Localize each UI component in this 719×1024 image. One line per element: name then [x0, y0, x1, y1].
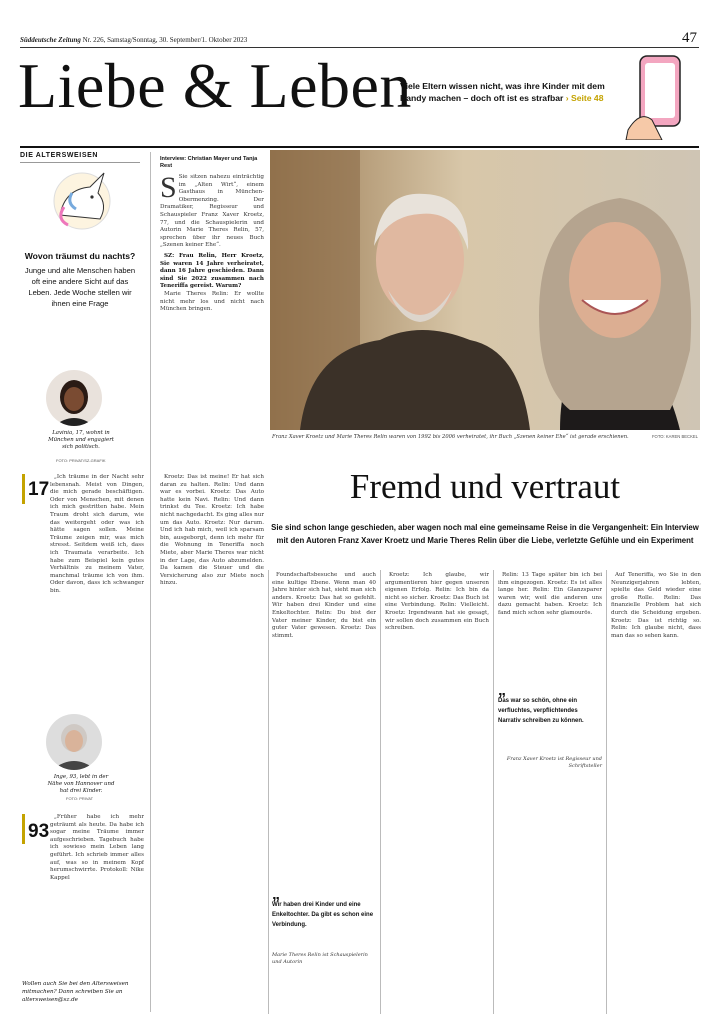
issue-line: Nr. 226, Samstag/Sonntag, 30. September/1. Oktober 2023: [82, 36, 248, 44]
old-age-marker: [22, 814, 25, 844]
section-divider: [20, 146, 699, 148]
pullquote-kroetz-attribution: Franz Xaver Kroetz ist Regisseur und Schriftsteller: [506, 756, 602, 769]
couple-photo: [270, 150, 700, 430]
interview-lead: S Sie sitzen nahezu einträchtig im „Alten Wirt“, einem Gasthaus in München-Obermenzing. Der Dramatiker, Regisseur und Schauspieler Franz Xaver Kroetz, 77, und die Schauspielerin und Autorin Marie Theres Relin, 57, sprechen über ihr neues Buch „Szenen keiner Ehe“. SZ: Frau Relin, Herr Kroetz, Sie waren 14 Jahre verheiratet, dann 16 Jahre geschieden. Dann sind Sie 2022 zusammen nach Teneriffa gereist. Warum? Marie Theres Relin: Er wollte nicht mehr los und nicht nach München bringen.: [160, 174, 264, 313]
interview-byline: Interview: Christian Mayer und Tanja Rest: [160, 156, 258, 169]
newspaper-name: Süddeutsche Zeitung: [20, 36, 81, 44]
quote-icon: „: [498, 682, 506, 699]
column-divider: [493, 570, 494, 1014]
drop-cap: S: [160, 174, 177, 204]
photo-credit: FOTO: KAREN BECKEL: [652, 434, 698, 439]
young-person-avatar: [46, 370, 102, 426]
young-age-number: 17: [28, 479, 50, 500]
masthead: [20, 36, 247, 44]
teaser-text: Viele Eltern wissen nicht, was ihre Kinder mit dem Handy machen – doch oft ist es strafbar: [400, 81, 605, 103]
teaser-link[interactable]: Seite 48: [570, 93, 604, 103]
section-title: Liebe & Leben: [18, 50, 412, 121]
column-divider: [150, 152, 151, 1012]
young-person-text: „Ich träume in der Nacht sehr lebensnah. Meist von Dingen, die mich gerade beschäftigen. Oder von Menschen, mit denen ich mich gestritten habe. Mein Traum droht sich darum, wie das weitergeht oder was ich hätte sagen sollen. Meine Träume zeigen mir, was mich stresst. Seitdem weiß ich, dass ich Traumata verarbeite. Ich habe zum Beispiel kein gutes Verhältnis zu meinem Vater, manchmal träume ich von ihm. Oder davon, dass ich schwanger bin.: [50, 474, 144, 594]
young-person-caption: Lavinia, 17, wohnt in München und engagiert sich politisch.: [48, 430, 114, 450]
pullquote-kroetz: „ Das war so schön, ohne ein verfluchtes, verpflichtendes Narrativ schreiben zu können.: [498, 686, 602, 726]
article-subheadline: Sie sind schon lange geschieden, aber wagen noch mal eine gemeinsame Reise in die Vergangenheit: Ein Interview mit den Autoren Franz Xaver Kroetz und Marie Theres Relin über die Liebe, verletzte Gefühle und ein Experiment: [271, 523, 699, 545]
article-headline: Fremd und vertraut: [349, 467, 621, 506]
quote-icon: „: [272, 886, 280, 903]
unicorn-illustration: [20, 163, 140, 243]
altersweisen-column: [20, 152, 140, 309]
column-intro: Junge und alte Menschen haben oft eine andere Sicht auf das Leben. Jede Woche stellen wir ihnen eine Frage: [24, 266, 136, 308]
old-person-caption: Inge, 93, lebt in der Nähe von Hannover und hat drei Kinder.: [47, 774, 115, 794]
column-heading: DIE ALTERSWEISEN: [20, 152, 140, 163]
column-divider: [380, 570, 381, 1014]
top-divider: [20, 47, 699, 48]
column-divider: [268, 570, 269, 1014]
pullquote-relin: „ Wir haben drei Kinder und eine Enkeltochter. Da gibt es schon eine Verbindung.: [272, 890, 376, 930]
pullquote-relin-attribution: Marie Theres Relin ist Schauspielerin und Autorin: [272, 952, 368, 965]
column-footer: Wollen auch Sie bei den Altersweisen mitmachen? Dann schreiben Sie an altersweisen@sz.de: [22, 981, 129, 1003]
body-column-2: Kroetz: Das ist meine! Er hat sich daran zu halten. Relin: Und dann war es vorbei. Kroetz: Das Auto hatte kein Navi. Relin: Und dann trinkst du Tee. Kroetz: Ich habe nicht nachgedacht. Es ging alles nur um das Auto. Kroetz: Nur darum. Und ich hab mich, weil ich sparsam bin, ausgeborgt, denn ich mehr für die Wohnung in Teneriffa noch Miete, aber Marie Theres war nicht in der Lage, das Auto abzumelden. Da kamen die Steuer und die Versicherung also zur Miete noch hinzu.: [160, 474, 264, 587]
old-person-text: „Früher habe ich mehr geträumt als heute. Da habe ich sogar meine Träume immer aufgeschrieben. Tagebuch habe ich sowieso mein Leben lang geführt. Ich schrieb immer alles auf, was so in meinem Kopf herumschwirrte. Protokoll: Nike Kappel: [50, 814, 144, 881]
old-person-credit: FOTO: PRIVAT: [66, 796, 94, 801]
young-age-marker: [22, 474, 25, 504]
phone-illustration: [622, 50, 702, 140]
body-column-5: Relin: 13 Tage später bin ich bei ihm eingezogen. Kroetz: Es ist alles lange her. Relin: Ein Glanzsparer waren wir, weil die anderen uns dazu gemacht haben. Kroetz: Ich fand mich schon sehr glamourös.: [498, 572, 602, 616]
page-number: 47: [682, 30, 697, 46]
column-divider: [606, 570, 607, 1014]
photo-caption: Franz Xaver Kroetz und Marie Theres Relin waren von 1992 bis 2006 verheiratet, ihr Buch „Szenen keiner Ehe“ ist gerade erschienen.: [272, 434, 629, 440]
old-person-avatar: [46, 714, 102, 770]
column-question: Wovon träumst du nachts?: [24, 251, 136, 261]
young-person-credit: FOTO: PRIVAT/SZ-GRAFIK: [56, 458, 106, 463]
old-age-number: 93: [28, 821, 50, 842]
body-column-6: Auf Teneriffa, wo Sie in den Neunzigerjahren lebten, spielte das Geld wieder eine große Rolle. Relin: Das finanzielle Problem hat sich durch die Scheidung ergeben. Kroetz: Das ist richtig so. Relin: Ich glaube nicht, dass man das so sehen kann.: [611, 572, 701, 639]
teaser-arrow-icon: ›: [565, 93, 569, 103]
body-column-3: Foundschaftsbesuche und auch eine kultige Ebene. Wenn man 40 Jahre hinter sich hat, sieht man sich anders. Kroetz: Das hat so gefehlt. Wir haben drei Kinder und eine Enkeltochter. Relin: Du bist der Vater meiner Kinder, du bist ein guter Vater gewesen. Kroetz: Das stimmt.: [272, 572, 376, 639]
body-column-4: Kroetz: Ich glaube, wir argumentieren hier gegen unseren eigenen Erfolg. Relin: Ich bin da nicht so sicher. Kroetz: Das Buch ist eine Verbindung. Relin: Vielleicht. Kroetz: Irgendwann hat sie gesagt, wir sollen doch zusammen ein Buch schreiben.: [385, 572, 489, 632]
teaser[interactable]: [400, 80, 620, 104]
